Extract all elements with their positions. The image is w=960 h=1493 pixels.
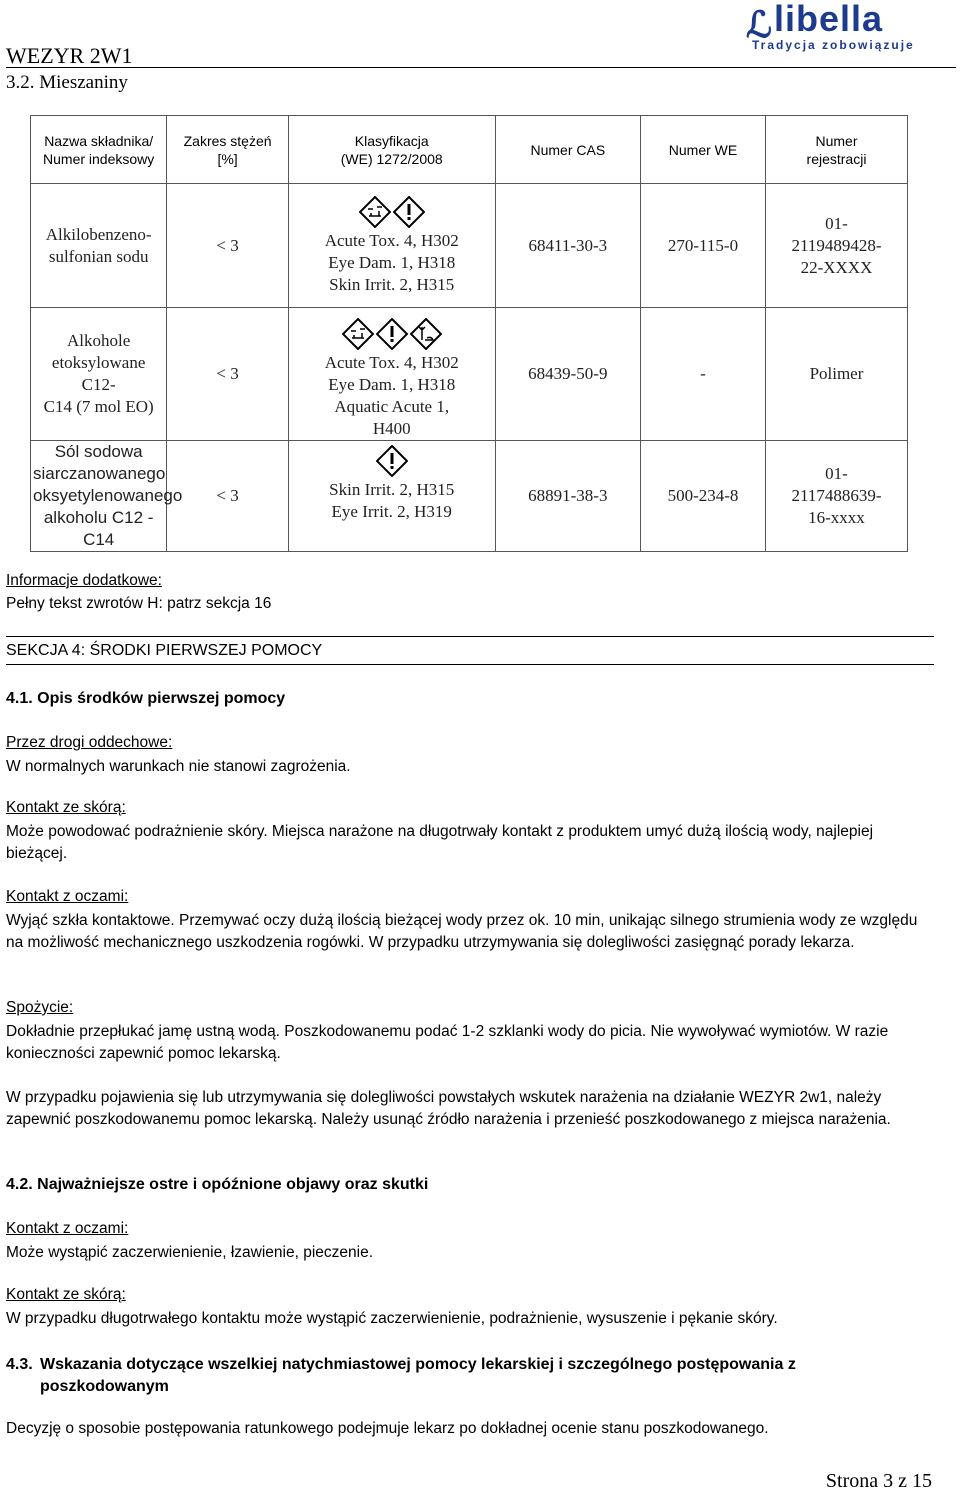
classification-text: Acute Tox. 4, H302 Eye Dam. 1, H318 Skin Irrit. 2, H315 (324, 230, 459, 294)
document-header-title: WEZYR 2W1 (6, 43, 133, 68)
skin-symptoms-text: W przypadku długotrwałego kontaktu może wystąpić zaczerwienienie, podrażnienie, wysuszenie i pękanie skóry. (6, 1310, 778, 1327)
cell-range: < 3 (167, 184, 289, 308)
classification-text: Skin Irrit. 2, H315 Eye Irrit. 2, H319 (329, 480, 455, 521)
exclamation-pictogram-icon (393, 196, 425, 228)
heading-4-3-text: Wskazania dotyczące wszelkiej natychmiastowej pomocy lekarskiej i szczególnego postępowania z poszkodowanym (40, 1356, 796, 1395)
section-title: SEKCJA 4: ŚRODKI PIERWSZEJ POMOCY (6, 642, 323, 659)
cell-cas: 68439-50-9 (495, 308, 640, 441)
cell-classification (288, 308, 495, 441)
logo-text: libella (774, 0, 884, 39)
cell-we: - (641, 308, 766, 441)
cell-cas: 68891-38-3 (495, 441, 640, 552)
cell-classification (288, 441, 495, 552)
page-number: Strona 3 z 15 (825, 1470, 932, 1492)
eye-contact-label: Kontakt z oczami: (6, 888, 129, 905)
exclamation-pictogram-icon (376, 318, 408, 350)
skin-symptoms-label: Kontakt ze skórą: (6, 1286, 126, 1303)
table-row (31, 184, 908, 308)
ingestion-label: Spożycie: (6, 999, 74, 1016)
classification-text: Acute Tox. 4, H302 Eye Dam. 1, H318 Aquatic Acute 1, H400 (324, 353, 459, 438)
general-advice-text: W przypadku pojawienia się lub utrzymywania się dolegliwości powstałych wskutek narażenia na działanie WEZYR 2w1, należy zapewnić poszkodowanemu pomoc lekarską. Należy usunąć źródło narażenia i przenieść poszkodowanego z miejsca narażenia. (6, 1089, 891, 1128)
cell-name: Alkilobenzeno- sulfonian sodu (31, 184, 167, 308)
cell-range: < 3 (167, 308, 289, 441)
section-rule-top (6, 636, 934, 637)
exclamation-pictogram-icon (376, 445, 408, 477)
cell-registration: 01- 2117488639- 16-xxxx (765, 441, 907, 552)
heading-4-2: 4.2. Najważniejsze ostre i opóźnione objawy oraz skutki (6, 1176, 429, 1193)
header-classification: Klasyfikacja (WE) 1272/2008 (288, 116, 495, 184)
medical-decision-text: Decyzję o sposobie postępowania ratunkowego podejmuje lekarz po dokładnej ocenie stanu poszkodowanego. (6, 1420, 769, 1437)
heading-4-3-number: 4.3. (6, 1356, 33, 1373)
cell-we: 500-234-8 (641, 441, 766, 552)
eye-symptoms-text: Może wystąpić zaczerwienienie, łzawienie, pieczenie. (6, 1244, 374, 1261)
header-rule (6, 67, 956, 68)
corrosion-pictogram-icon (342, 318, 374, 350)
section-subtitle: 3.2. Mieszaniny (6, 72, 128, 93)
cell-registration: 01- 2119489428- 22-XXXX (765, 184, 907, 308)
additional-info-text: Pełny tekst zwrotów H: patrz sekcja 16 (6, 595, 272, 612)
libella-logo (746, 0, 936, 52)
table-header-row (31, 116, 908, 184)
header-range: Zakres stężeń [%] (167, 116, 289, 184)
cell-name: Alkohole etoksylowane C12- C14 (7 mol EO) (31, 308, 167, 441)
header-name: Nazwa składnika/ Numer indeksowy (31, 116, 167, 184)
skin-contact-text: Może powodować podrażnienie skóry. Miejsca narażone na długotrwały kontakt z produktem umyć dużą ilością wody, najlepiej bieżącej. (6, 823, 874, 862)
section-rule-bottom (6, 664, 934, 665)
logo-tagline: Tradycja zobowiązuje (752, 38, 915, 52)
eye-contact-text: Wyjąć szkła kontaktowe. Przemywać oczy dużą ilością bieżącej wody przez ok. 10 min, unikając silnego strumienia wody ze względu na możliwość mechanicznego uszkodzenia rogówki. W przypadku utrzymywania się dolegliwości zasięgnąć porady lekarza. (6, 912, 918, 951)
eye-symptoms-label: Kontakt z oczami: (6, 1220, 129, 1237)
header-registration: Numer rejestracji (765, 116, 907, 184)
cell-range: < 3 (167, 441, 289, 552)
header-we: Numer WE (641, 116, 766, 184)
inhalation-text: W normalnych warunkach nie stanowi zagrożenia. (6, 758, 351, 775)
header-cas: Numer CAS (495, 116, 640, 184)
skin-contact-label: Kontakt ze skórą: (6, 799, 126, 816)
additional-info-label: Informacje dodatkowe: (6, 572, 162, 589)
cell-registration: Polimer (765, 308, 907, 441)
cell-name: Sól sodowa siarczanowanego oksyetylenowanego alkoholu C12 - C14 (31, 441, 167, 552)
composition-table (30, 115, 908, 552)
cell-classification (288, 184, 495, 308)
environment-pictogram-icon (410, 318, 442, 350)
cell-we: 270-115-0 (641, 184, 766, 308)
logo-mark-icon: ℒ (746, 4, 772, 45)
heading-4-1: 4.1. Opis środków pierwszej pomocy (6, 690, 286, 707)
corrosion-pictogram-icon (359, 196, 391, 228)
table-row (31, 308, 908, 441)
cell-cas: 68411-30-3 (495, 184, 640, 308)
table-row (31, 441, 908, 552)
inhalation-label: Przez drogi oddechowe: (6, 734, 173, 751)
heading-4-3 (6, 1354, 866, 1398)
ingestion-text: Dokładnie przepłukać jamę ustną wodą. Poszkodowanemu podać 1-2 szklanki wody do picia. Nie wywoływać wymiotów. W razie konieczności zapewnić pomoc lekarską. (6, 1023, 889, 1062)
